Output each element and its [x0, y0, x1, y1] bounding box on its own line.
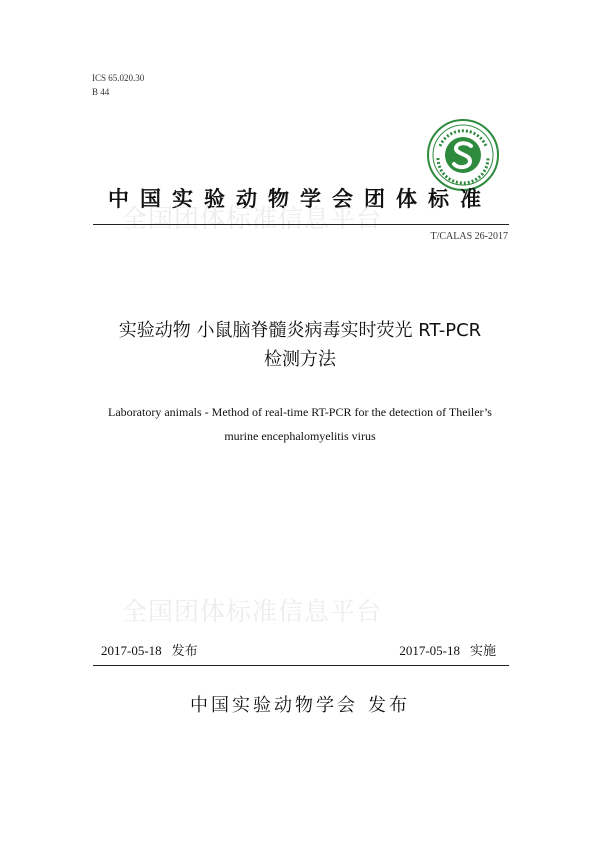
implement-date: 2017-05-18: [399, 643, 460, 658]
publisher-name: 中国实验动物学会: [190, 695, 358, 716]
implement-label: 实施: [469, 643, 496, 658]
standard-number: T/CALAS 26-2017: [430, 231, 508, 242]
ics-code: ICS 65.020.30: [92, 73, 145, 83]
association-seal-icon: [426, 118, 500, 192]
watermark-bottom: 全国团体标准信息平台: [122, 597, 383, 626]
implement-date-line: [399, 640, 496, 659]
header-rule: [93, 224, 509, 225]
publish-label: 发布: [171, 643, 198, 658]
title-en-line1: Laboratory animals - Method of real-time RT-PCR for the detection of Theiler’s: [108, 405, 492, 419]
title-zh-line1: 实验动物 小鼠脑脊髓炎病毒实时荧光 RT-PCR: [118, 320, 482, 341]
publish-date: 2017-05-18: [101, 643, 162, 658]
title-en-line2: murine encephalomyelitis virus: [224, 429, 376, 443]
organization-title: 中国实验动物学会团体标准: [108, 187, 492, 211]
title-zh-line2: 检测方法: [264, 349, 336, 370]
publish-date-line: [101, 640, 198, 659]
publisher-action: 发布: [368, 695, 410, 716]
ccs-code: B 44: [92, 87, 110, 97]
watermark-top: 全国团体标准信息平台: [122, 204, 383, 233]
footer-rule: [93, 665, 509, 666]
publisher-line: [0, 691, 600, 717]
